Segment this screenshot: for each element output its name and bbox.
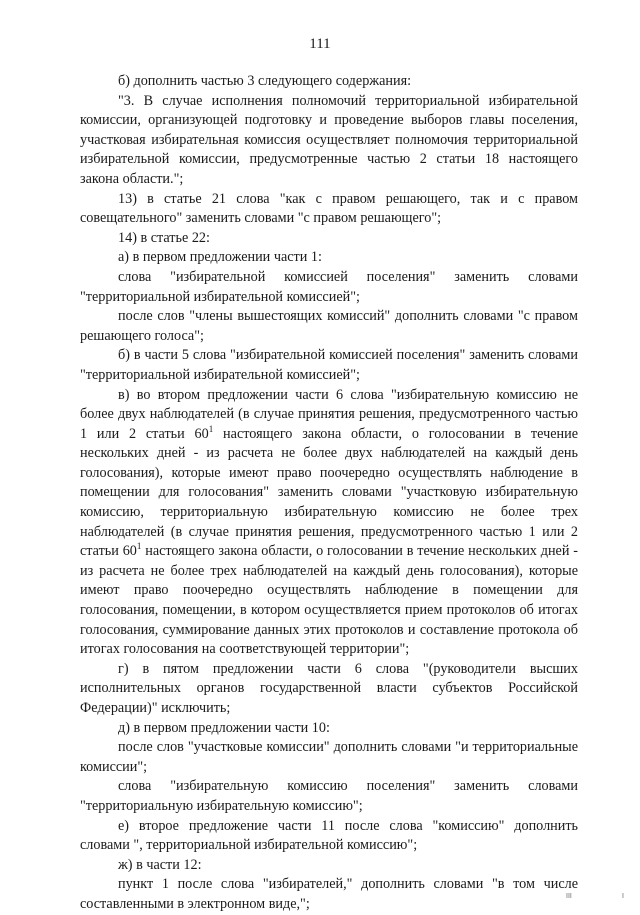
footer-mark-right: I — [622, 893, 624, 900]
paragraph-text: пункт 1 после слова "избирателей," дополнить словами "в том числе составленными в электронном виде,"; — [80, 876, 578, 912]
paragraph-text: 13) в статье 21 слова "как с правом решающего, так и с правом совещательного" заменить словами "с правом решающего"; — [80, 190, 578, 227]
page-number: 111 — [309, 36, 331, 52]
paragraph-zh-point-1 — [80, 875, 578, 914]
paragraph-text: д) в первом предложении части 10: — [118, 719, 330, 736]
paragraph-e — [80, 817, 578, 856]
paragraph-a-after-words — [80, 307, 578, 346]
paragraph-v — [80, 386, 578, 660]
paragraph-zh — [80, 856, 578, 876]
paragraph-text: б) дополнить частью 3 следующего содержания: — [118, 73, 412, 89]
paragraph-a-words — [80, 268, 578, 307]
paragraph-text: настоящего закона области, о голосовании в течение нескольких дней - из расчета не более двух наблюдателей на каждый день голосования), которые имеют право поочередно осуществлять наблюдение в помещении для голосования" заменить словами "участковую избирательную комиссию, территориальную избирательную комиссию не более трех наблюдателей (в случае принятия решения, предусмотренного частью 1 или 2 статьи 60 — [80, 425, 578, 560]
paragraph-g — [80, 660, 578, 719]
paragraph-text: б) в части 5 слова "избирательной комиссией поселения" заменить словами "территориальной избирательной комиссией"; — [80, 347, 578, 383]
paragraph-a — [80, 248, 578, 268]
superscript: 1 — [208, 423, 214, 434]
paragraph-text: в) во втором предложении части 6 слова "избирательную комиссию не более двух наблюдателей (в случае принятия решения, предусмотренного частью 1 или 2 статьи 60 — [80, 386, 578, 442]
paragraph-text: а) в первом предложении части 1: — [118, 249, 322, 266]
paragraph-d-words — [80, 777, 578, 816]
paragraph-text: слова "избирательную комиссию поселения" заменить словами "территориальную избирательную комиссию"; — [80, 778, 578, 814]
paragraph-text: слова "избирательной комиссией поселения" заменить словами "территориальной избирательной комиссией"; — [80, 268, 578, 305]
paragraph-b-add-part-3 — [80, 72, 578, 92]
paragraph-text: е) второе предложение части 11 после слова "комиссию" дополнить словами ", территориальной избирательной комиссию"; — [80, 817, 578, 854]
paragraph-text: ж) в части 12: — [118, 856, 202, 873]
document-body — [80, 72, 578, 915]
superscript: 1 — [136, 541, 142, 552]
paragraph-13 — [80, 190, 578, 229]
paragraph-14 — [80, 229, 578, 249]
paragraph-text: после слов "члены вышестоящих комиссий" дополнить словами "с правом решающего голоса"; — [80, 308, 578, 344]
paragraph-text: 14) в статье 22: — [118, 229, 210, 246]
paragraph-text: "3. В случае исполнения полномочий территориальной избирательной комиссии, организующей подготовку и проведение выборов главы поселения, участковая избирательная комиссия осуществляет полномочия территориальной избирательной комиссии, предусмотренные частью 2 статьи 18 настоящего закона области."; — [80, 92, 578, 187]
paragraph-part-3-text — [80, 92, 578, 190]
footer-mark-left: III — [566, 893, 572, 900]
paragraph-d-after-words — [80, 738, 578, 777]
paragraph-text: г) в пятом предложении части 6 слова "(руководители высших исполнительных органов государственной власти субъектов Российской Федерации)" исключить; — [80, 660, 578, 716]
paragraph-d — [80, 719, 578, 739]
paragraph-text: настоящего закона области, о голосовании в течение нескольких дней - из расчета не более трех наблюдателей на каждый день голосования), которые имеют право поочередно осуществлять наблюдение в помещении для голосования, помещении, в котором осуществляется прием протоколов об итогах голосования, суммирование данных этих протоколов и составление протокола об итогах голосования на соответствующей территории"; — [80, 543, 578, 658]
paragraph-text: после слов "участковые комиссии" дополнить словами "и территориальные комиссии"; — [80, 739, 578, 775]
paragraph-b — [80, 346, 578, 385]
